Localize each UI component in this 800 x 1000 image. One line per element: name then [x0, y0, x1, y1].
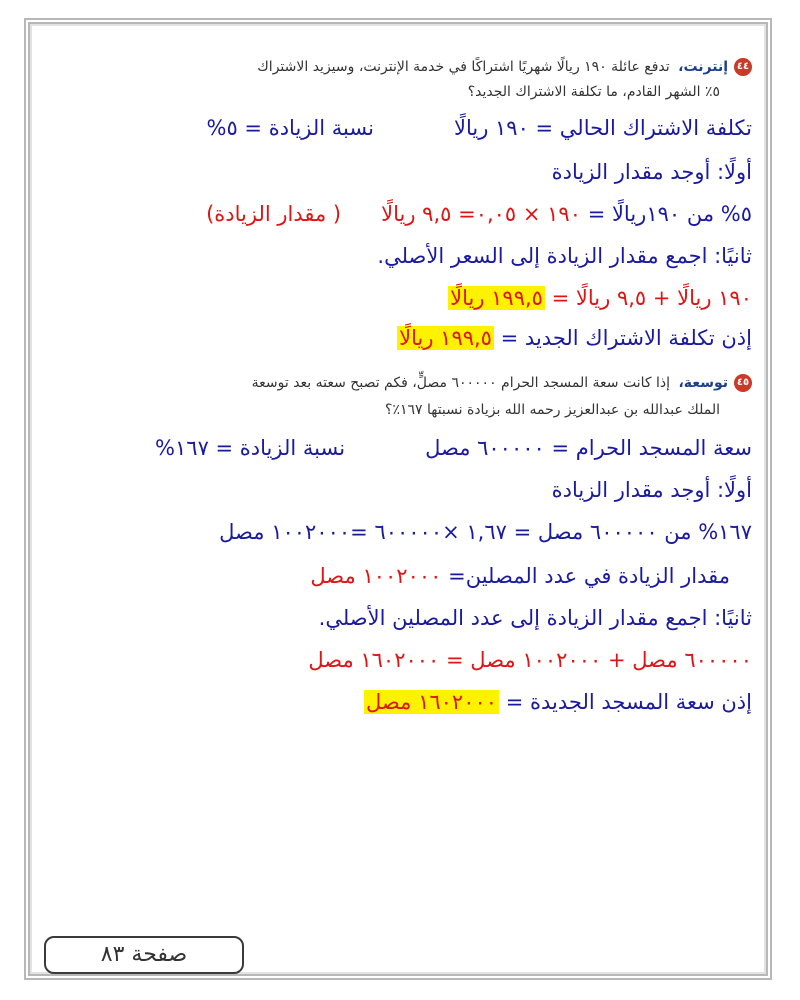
increase-prefix: مقدار الزيادة في عدد المصلين= [448, 564, 730, 588]
given-line [207, 116, 753, 140]
given-cost: تكلفة الاشتراك الحالي = ١٩٠ ريالًا [453, 116, 752, 140]
problem-keyword: إنترنت، [678, 59, 728, 75]
problem-45-line2: الملك عبدالله بن عبدالعزيز رحمه الله بزيادة نسبتها ١٦٧٪؟ [385, 402, 720, 418]
problem-44-line1 [257, 58, 752, 76]
final-line [364, 690, 752, 714]
calc-prefix: ٥% من ١٩٠ريالًا = [587, 202, 752, 226]
problem-keyword: توسعة، [678, 375, 728, 391]
given-line-2 [155, 436, 752, 460]
problem-text: إذا كانت سعة المسجد الحرام ٦٠٠٠٠٠ مصلٍّ، فكم تصبح سعته بعد توسعة [251, 375, 671, 391]
given-rate: نسبة الزيادة = ٥% [206, 116, 374, 140]
final-prefix: إذن تكلفة الاشتراك الجديد = [500, 326, 752, 350]
calc-result: ١٩٠ × ٠,٠٥= ٩,٥ ريالًا [381, 202, 581, 226]
step1-text: أولًا: أوجد مقدار الزيادة [551, 478, 752, 502]
problem-number-badge: ٤٥ [734, 374, 752, 392]
given-capacity: سعة المسجد الحرام = ٦٠٠٠٠٠ مصل [425, 436, 752, 460]
final-answer-highlight: ١٩٩,٥ ريالًا [399, 326, 492, 350]
problem-44-line2: ٥٪ الشهر القادم، ما تكلفة الاشتراك الجديد؟ [467, 84, 720, 100]
step1-text: أولًا: أوجد مقدار الزيادة [551, 160, 752, 184]
increase-line [310, 564, 730, 588]
sum-line [448, 286, 752, 310]
final-prefix: إذن سعة المسجد الجديدة = [505, 690, 752, 714]
page-number-label: صفحة ٨٣ [44, 936, 244, 974]
problem-number-badge: ٤٤ [734, 58, 752, 76]
problem-45-line1 [252, 374, 752, 392]
calc-note: ( مقدار الزيادة) [206, 202, 342, 226]
final-line [397, 326, 752, 350]
step2-text: ثانيًا: اجمع مقدار الزيادة إلى السعر الأصلي. [377, 244, 752, 268]
problem-text: تدفع عائلة ١٩٠ ريالًا شهريًا اشتراكًا في خدمة الإنترنت، وسيزيد الاشتراك [257, 59, 670, 75]
final-answer-highlight: ١٦٠٢٠٠٠ مصل [366, 690, 498, 714]
calc-line: ١٦٧% من ٦٠٠٠٠٠ مصل = ١,٦٧ ×٦٠٠٠٠٠ =١٠٠٢٠٠٠ مصل [219, 520, 752, 544]
sum-expression: ٦٠٠٠٠٠ مصل + ١٠٠٢٠٠٠ مصل = ١٦٠٢٠٠٠ مصل [308, 648, 752, 672]
given-rate: نسبة الزيادة = ١٦٧% [155, 436, 346, 460]
sum-answer-highlight: ١٩٩,٥ ريالًا [450, 286, 543, 310]
increase-value: ١٠٠٢٠٠٠ مصل [310, 564, 442, 588]
step2-text: ثانيًا: اجمع مقدار الزيادة إلى عدد المصلين الأصلي. [318, 606, 752, 630]
sum-expression: ١٩٠ ريالًا + ٩,٥ ريالًا = [551, 286, 752, 310]
calc-line [206, 202, 752, 226]
